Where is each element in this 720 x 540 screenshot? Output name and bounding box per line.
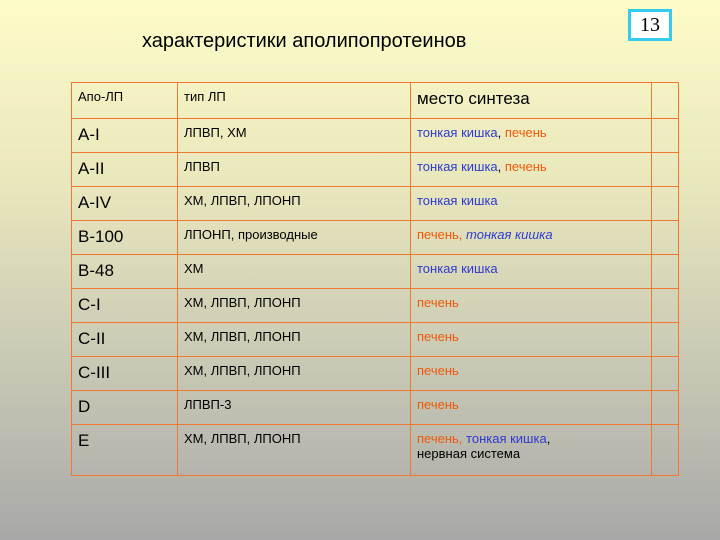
apo-name-cell: A-IV xyxy=(72,187,178,221)
lp-type-cell: ХМ, ЛПВП, ЛПОНП xyxy=(178,357,411,391)
table-row xyxy=(72,289,679,323)
table-row xyxy=(72,221,679,255)
empty-cell xyxy=(652,221,679,255)
empty-cell xyxy=(652,425,679,476)
header-empty-cell xyxy=(652,83,679,119)
lp-type-cell: ЛПОНП, производные xyxy=(178,221,411,255)
apo-name-cell: D xyxy=(72,391,178,425)
synthesis-site-segment: печень, xyxy=(417,227,467,242)
synthesis-site-segment: печень xyxy=(504,125,547,140)
header-type: тип ЛП xyxy=(178,83,411,119)
apolipoprotein-table xyxy=(71,82,679,476)
synthesis-site-cell xyxy=(411,425,652,476)
synthesis-site-segment: печень xyxy=(504,159,547,174)
page-number: 13 xyxy=(640,13,660,36)
synthesis-site-segment: тонкая кишка xyxy=(417,125,498,140)
slide-title: характеристики аполипопротеинов xyxy=(142,30,467,52)
table-row xyxy=(72,119,679,153)
apo-name-cell: C-II xyxy=(72,323,178,357)
header-site: место синтеза xyxy=(411,83,652,119)
synthesis-site-segment: , xyxy=(497,125,505,140)
synthesis-site-segment: печень xyxy=(417,295,459,310)
apo-name-cell: C-I xyxy=(72,289,178,323)
lp-type-cell: ЛПВП xyxy=(178,153,411,187)
synthesis-site-segment: тонкая кишка xyxy=(417,193,498,208)
synthesis-site-cell xyxy=(411,391,652,425)
synthesis-site-cell xyxy=(411,187,652,221)
table-row xyxy=(72,153,679,187)
synthesis-site-cell xyxy=(411,119,652,153)
table-row xyxy=(72,187,679,221)
lp-type-cell: ХМ xyxy=(178,255,411,289)
synthesis-site-segment: тонкая кишка xyxy=(466,431,547,446)
synthesis-site-cell xyxy=(411,323,652,357)
synthesis-site-segment: , xyxy=(497,159,505,174)
synthesis-site-cell xyxy=(411,255,652,289)
empty-cell xyxy=(652,119,679,153)
synthesis-site-segment: нервная система xyxy=(417,446,521,461)
synthesis-site-segment: печень xyxy=(417,363,459,378)
apo-name-cell: C-III xyxy=(72,357,178,391)
empty-cell xyxy=(652,187,679,221)
header-apo: Апо-ЛП xyxy=(72,83,178,119)
empty-cell xyxy=(652,357,679,391)
synthesis-site-segment: печень xyxy=(417,329,459,344)
apo-name-cell: A-II xyxy=(72,153,178,187)
empty-cell xyxy=(652,255,679,289)
empty-cell xyxy=(652,153,679,187)
table-row xyxy=(72,425,679,476)
empty-cell xyxy=(652,323,679,357)
lp-type-cell: ХМ, ЛПВП, ЛПОНП xyxy=(178,289,411,323)
apo-name-cell: E xyxy=(72,425,178,476)
apo-name-cell: B-48 xyxy=(72,255,178,289)
synthesis-site-segment: тонкая кишка xyxy=(466,227,553,242)
lp-type-cell: ХМ, ЛПВП, ЛПОНП xyxy=(178,187,411,221)
lp-type-cell: ХМ, ЛПВП, ЛПОНП xyxy=(178,425,411,476)
table-row xyxy=(72,357,679,391)
table-row xyxy=(72,391,679,425)
synthesis-site-segment: печень, xyxy=(417,431,467,446)
lp-type-cell: ЛПВП, ХМ xyxy=(178,119,411,153)
page-number-box xyxy=(628,9,672,41)
empty-cell xyxy=(652,289,679,323)
apo-name-cell: B-100 xyxy=(72,221,178,255)
synthesis-site-cell xyxy=(411,153,652,187)
synthesis-site-cell xyxy=(411,289,652,323)
table-row xyxy=(72,255,679,289)
lp-type-cell: ХМ, ЛПВП, ЛПОНП xyxy=(178,323,411,357)
synthesis-site-segment: тонкая кишка xyxy=(417,261,498,276)
synthesis-site-segment: печень xyxy=(417,397,459,412)
synthesis-site-cell xyxy=(411,357,652,391)
synthesis-site-segment: , xyxy=(546,431,551,446)
table-header-row xyxy=(72,83,679,119)
empty-cell xyxy=(652,391,679,425)
synthesis-site-segment: тонкая кишка xyxy=(417,159,498,174)
synthesis-site-cell xyxy=(411,221,652,255)
lp-type-cell: ЛПВП-3 xyxy=(178,391,411,425)
apo-name-cell: A-I xyxy=(72,119,178,153)
table-row xyxy=(72,323,679,357)
